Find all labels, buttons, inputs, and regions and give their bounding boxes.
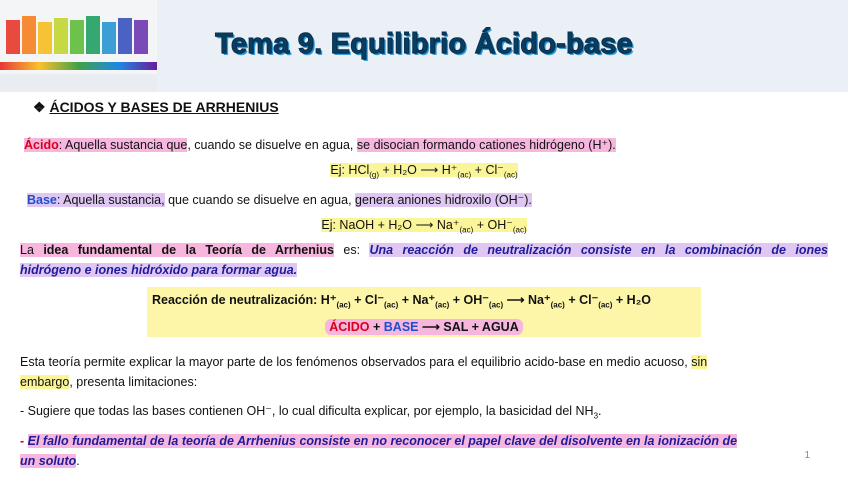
section-heading-text: ÁCIDOS Y BASES DE ARRHENIUS: [49, 99, 279, 115]
header-banner: [0, 0, 848, 92]
neutralization-equation: Reacción de neutralización: $H^+_{(ac)} + Cl^-_{(ac)} + Na^+_{(ac)} + OH^-_{(ac)}$ ⟶ $Na^+_{(ac)} + Cl^-_{(ac)} + H_2O$: [152, 293, 651, 310]
base-example: Ej: NaOH + H₂O ⟶ $Na^+_{(ac)} + OH^-_{(ac)}$: [321, 218, 527, 235]
section-heading: [33, 99, 279, 116]
theory-paragraph: Esta teoría permite explicar la mayor parte de los fenómenos observados para el equilibrio acido-base en medio acuoso, sin embargo, presenta limitaciones:: [20, 355, 708, 389]
neutralization-summary: ÁCIDO + BASE ⟶ SAL + AGUA: [0, 319, 848, 334]
limitation-2: - El fallo fundamental de la teoría de Arrhenius consiste en no reconocer el papel clave del disolvente en la ionización de un soluto.: [20, 434, 738, 468]
base-definition: Base: Aquella sustancia, que cuando se disuelve en agua, genera aniones hidroxilo (OH⁻).: [27, 193, 532, 207]
page-number: 1: [804, 450, 810, 461]
arrhenius-idea: La idea fundamental de la Teoría de Arrhenius es: Una reacción de neutralización consiste en la combinación de iones hidrógeno e iones hidróxido para formar agua.: [20, 243, 828, 277]
acid-example: Ej: HCl$_{(g)}$ + H₂O ⟶ $H^+_{(ac)} + Cl^-_{(ac)}$: [330, 163, 518, 180]
acid-definition: Ácido: Aquella sustancia que, cuando se disuelve en agua, se disocian formando cationes hidrógeno (H⁺).: [24, 138, 616, 152]
diamond-bullet-icon: ❖: [33, 99, 46, 115]
page-title: Tema 9. Equilibrio Ácido-base: [215, 28, 633, 60]
limitation-1: - Sugiere que todas las bases contienen OH⁻, lo cual dificulta explicar, por ejemplo, la basicidad del $NH_3$.: [20, 404, 602, 421]
